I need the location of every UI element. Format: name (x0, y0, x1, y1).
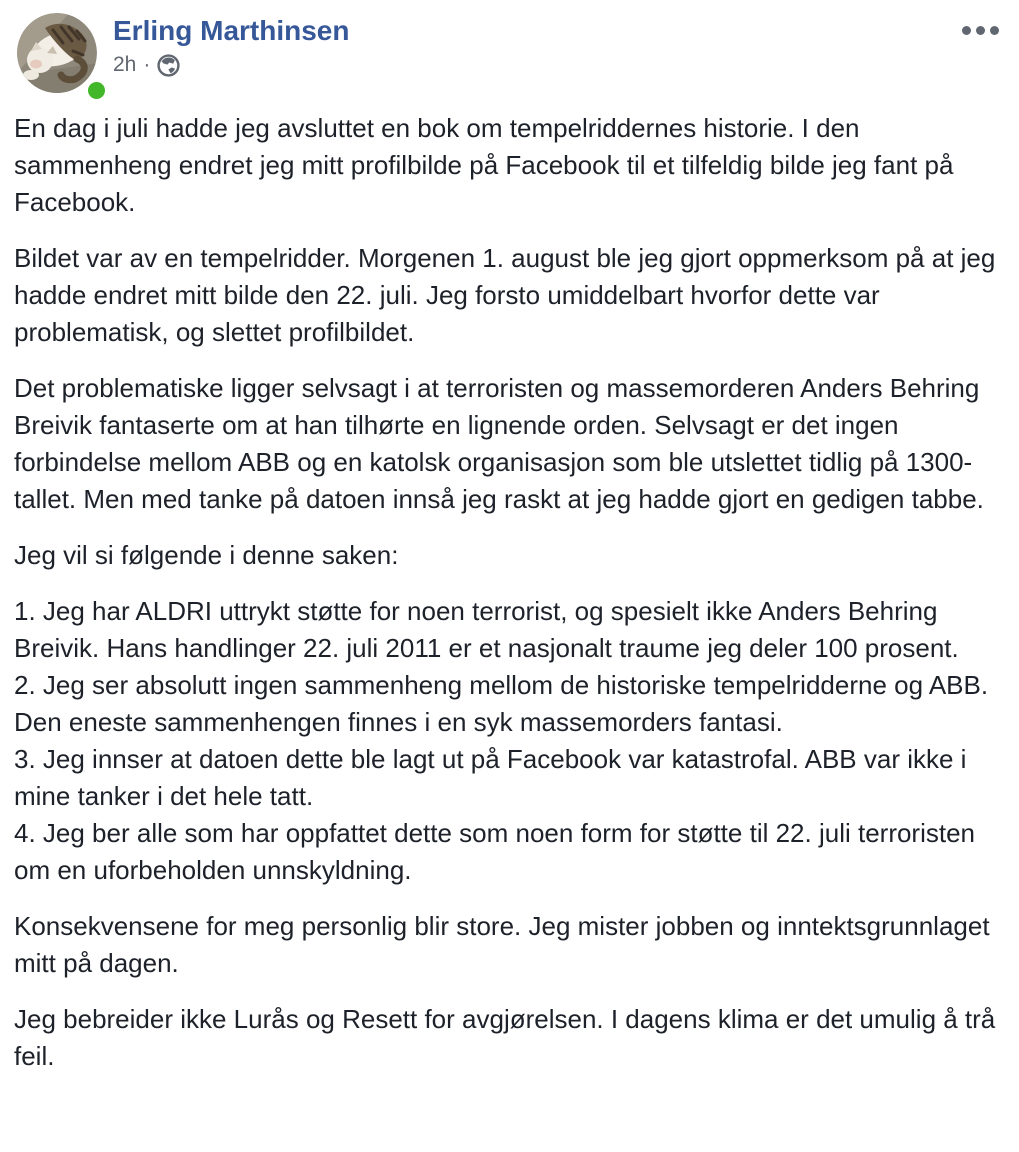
author-name-link[interactable]: Erling Marthinsen (113, 15, 350, 46)
post-paragraph: Bildet var av en tempelridder. Morgenen 1. august ble jeg gjort oppmerksom på at jeg hadde endret mitt bilde den 22. juli. Jeg forsto umiddelbart hvorfor dette var problematisk, og slettet profilbildet. (14, 243, 996, 347)
post-paragraph: Jeg bebreider ikke Lurås og Resett for avgjørelsen. I dagens klima er det umulig å trå feil. (14, 1004, 996, 1071)
list-item-4: 4. Jeg ber alle som har oppfattet dette som noen form for støtte til 22. juli terroristen om en uforbeholden unnskyldning. (14, 818, 976, 885)
menu-dot (990, 26, 999, 35)
list-item-2: 2. Jeg ser absolutt ingen sammenheng mellom de historiske tempelridderne og ABB. Den eneste sammenhengen finnes i en syk massemorders fantasi. (14, 670, 989, 737)
post-list-intro: Jeg vil si følgende i denne saken: (14, 540, 399, 570)
three-dots-menu-icon[interactable] (958, 22, 1003, 39)
list-item-3: 3. Jeg innser at datoen dette ble lagt ut på Facebook var katastrofal. ABB var ikke i mine tanker i det hele tatt. (14, 744, 967, 811)
post-body (0, 110, 1019, 1075)
list-item-1: 1. Jeg har ALDRI uttrykt støtte for noen terrorist, og spesielt ikke Anders Behring Breivik. Hans handlinger 22. juli 2011 er et nasjonalt traume jeg deler 100 prosent. (14, 596, 959, 663)
avatar-cat-photo (17, 13, 97, 93)
post-paragraph: En dag i juli hadde jeg avsluttet en bok om tempelriddernes historie. I den sammenheng endret jeg mitt profilbilde på Facebook til et tilfeldig bilde jeg fant på Facebook. (14, 113, 954, 217)
post-paragraph: Det problematiske ligger selvsagt i at terroristen og massemorderen Anders Behring Breivik fantaserte om at han tilhørte en lignende orden. Selvsagt er det ingen forbindelse mellom ABB og en katolsk organisasjon som ble utslettet tidlig på 1300-tallet. Men med tanke på datoen innså jeg raskt at jeg hadde gjort en gedigen tabbe. (14, 373, 984, 514)
post-numbered-list (14, 593, 1005, 889)
menu-dot (962, 26, 971, 35)
header-text (113, 13, 349, 77)
post-paragraph: Konsekvensene for meg personlig blir store. Jeg mister jobben og inntektsgrunnlaget mitt på dagen. (14, 911, 990, 978)
online-status-dot (88, 82, 105, 99)
timestamp-link[interactable]: 2h (113, 53, 137, 76)
avatar[interactable] (17, 13, 97, 93)
post-meta (113, 53, 349, 77)
meta-separator: · (143, 53, 151, 76)
post-header (0, 0, 1019, 93)
globe-icon (157, 54, 180, 77)
menu-dot (976, 26, 985, 35)
